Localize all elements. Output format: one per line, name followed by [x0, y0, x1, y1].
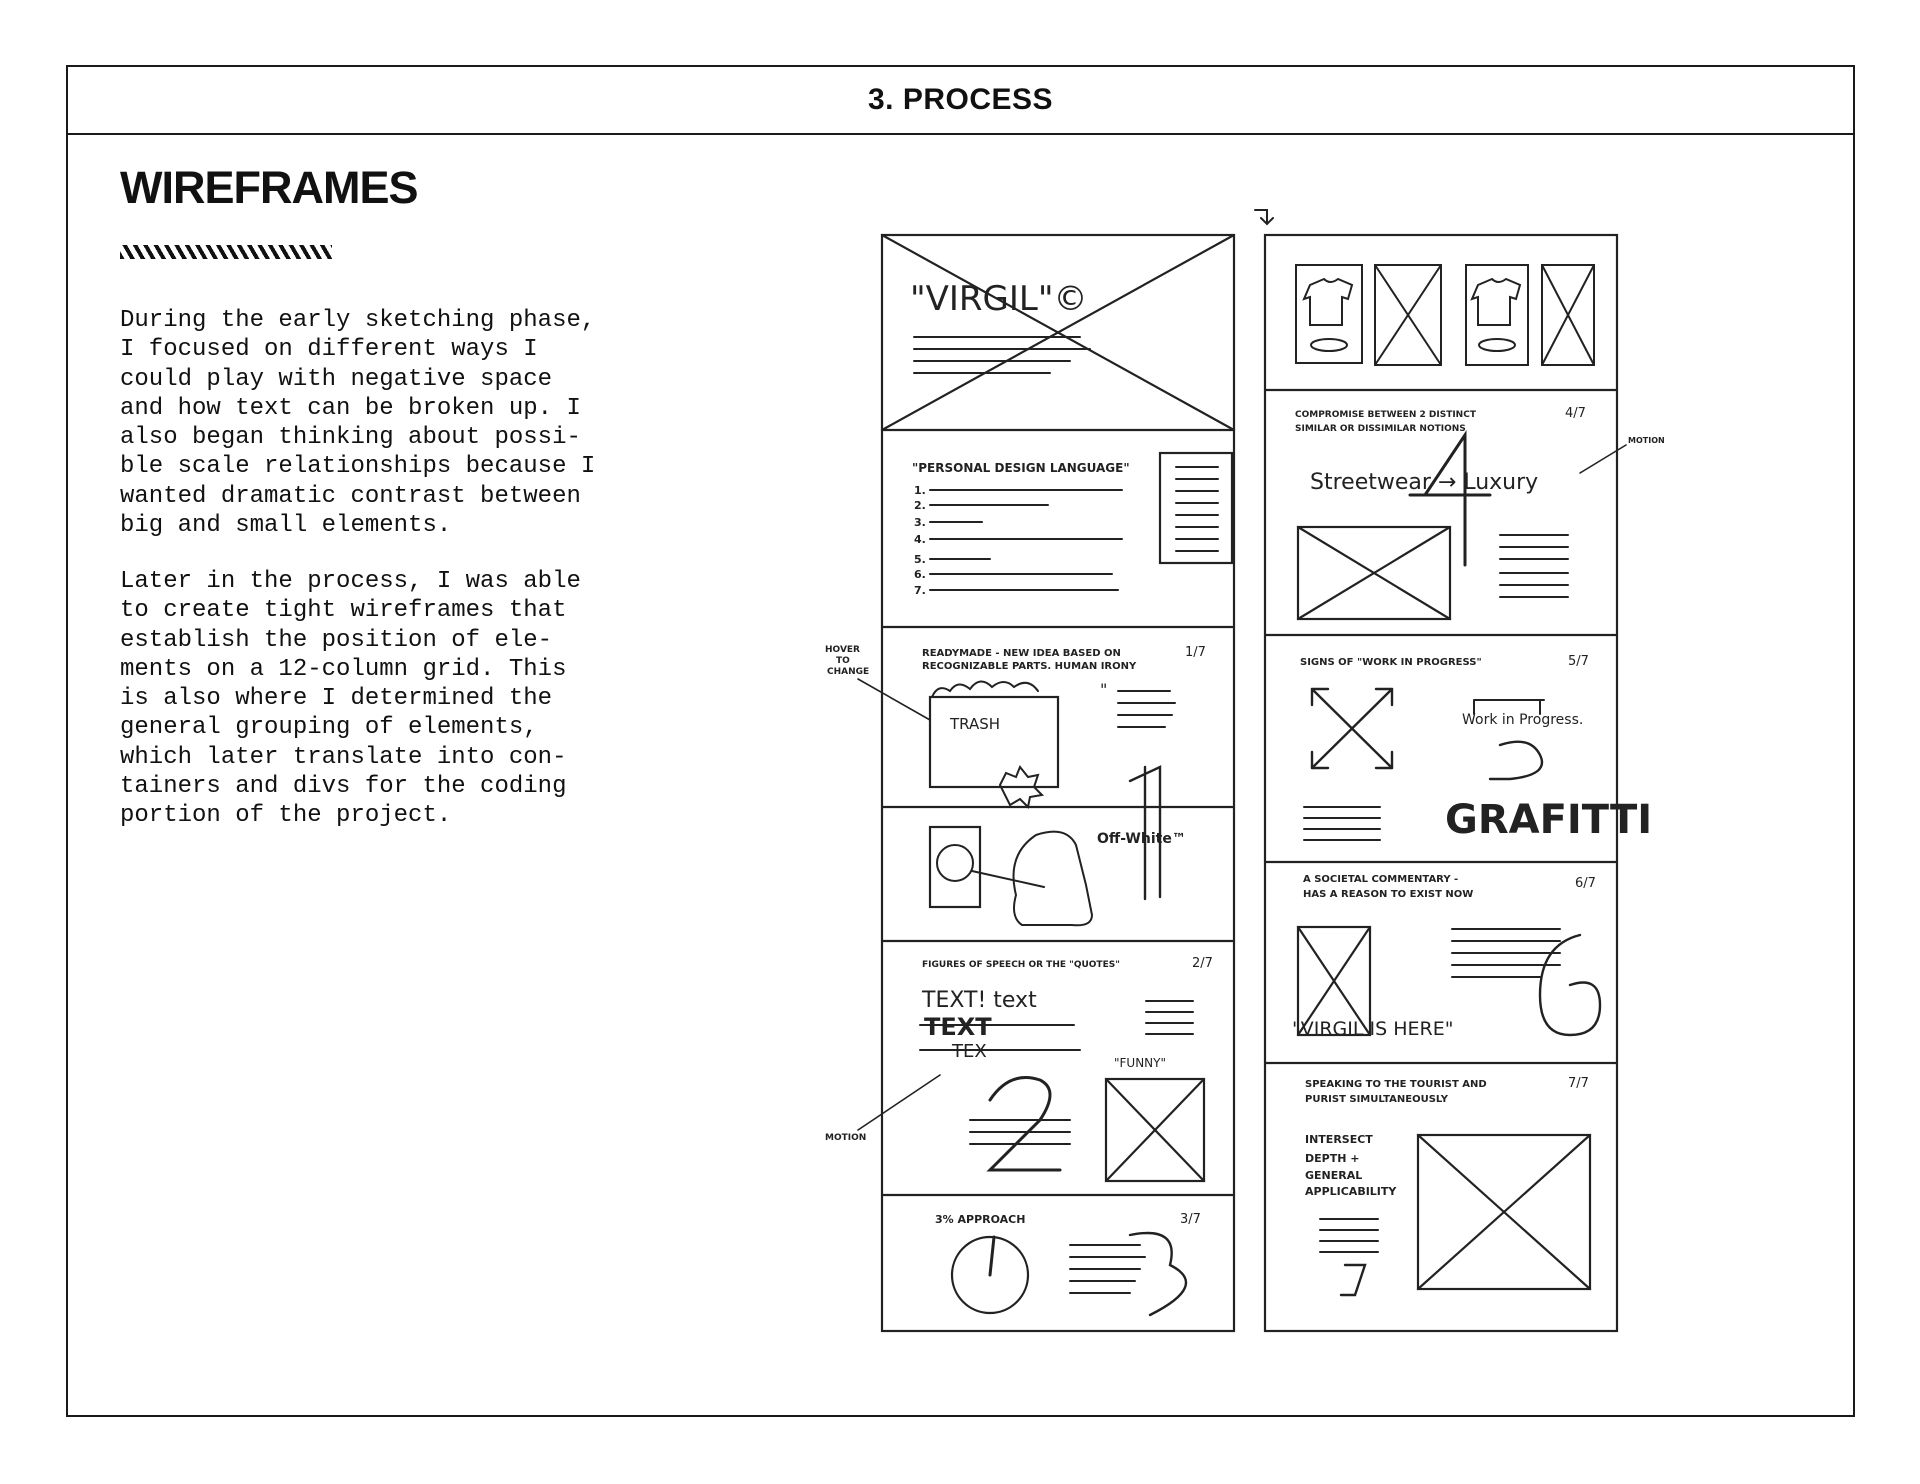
approach-title: 3% APPROACH: [935, 1213, 1026, 1226]
readymade-page: 1/7: [1185, 645, 1206, 660]
arrow-icon: [1255, 210, 1273, 224]
figures-title: FIGURES OF SPEECH OR THE "QUOTES": [922, 960, 1120, 970]
readymade-quote-lines: [1118, 691, 1175, 727]
wireframe-sketch: [800, 195, 1665, 1355]
figures-page: 2/7: [1192, 956, 1213, 971]
wip-label: Work in Progress.: [1462, 712, 1584, 728]
svg-text:2.: 2.: [914, 499, 926, 512]
tourist-subtitle: PURIST SIMULTANEOUSLY: [1305, 1094, 1448, 1105]
wireframe-sketch-svg: [800, 195, 1665, 1355]
process-paragraph: Later in the process, I was able to create tight wireframes that establish the position of ele- ments on a 12-column grid. This is also where I determined the general grouping of elements, which later translate into con- tainers and divs for the coding portion of the project.: [120, 568, 581, 830]
readymade-title: READYMADE - NEW IDEA BASED ON: [922, 648, 1121, 659]
wip-lines: [1304, 807, 1380, 840]
motion-annotation-right: MOTION: [1628, 436, 1665, 445]
compromise-title: COMPROMISE BETWEEN 2 DISTINCT: [1295, 410, 1476, 420]
numeral-five: [1490, 742, 1542, 779]
tourist-notes: [1305, 1133, 1397, 1198]
brand-label: Off-White™: [1097, 831, 1186, 847]
language-list: [914, 484, 926, 597]
quote-mark: ": [1100, 680, 1108, 699]
hatch-divider: [120, 245, 332, 259]
compromise-lines: [1500, 535, 1568, 597]
societal-subtitle: HAS A REASON TO EXIST NOW: [1303, 889, 1474, 900]
compromise-page: 4/7: [1565, 406, 1586, 421]
trash-cloud: [932, 681, 1038, 697]
sneaker-icon: [1014, 832, 1093, 926]
svg-text:3.: 3.: [914, 516, 926, 529]
wip-page: 5/7: [1568, 654, 1589, 669]
intro-paragraph: During the early sketching phase, I focused on different ways I could play with negative space and how text can be broken up. I also began thinking about possi- ble scale relationships because I wanted dramatic contrast between big and small elements.: [120, 307, 596, 540]
right-wireframe-column: [1265, 235, 1617, 1331]
section-title: 3. PROCESS: [867, 83, 1054, 116]
text-sample-3: TEX: [952, 1041, 987, 1062]
tourist-lines: [1320, 1219, 1378, 1252]
svg-text:4.: 4.: [914, 533, 926, 546]
hover-annotation: [825, 645, 869, 677]
trash-box: [930, 697, 1058, 787]
approach-lines: [1070, 1245, 1145, 1293]
svg-text:5.: 5.: [914, 553, 926, 566]
tourist-page: 7/7: [1568, 1076, 1589, 1091]
numeral-seven: [1341, 1265, 1365, 1295]
approach-page: 3/7: [1180, 1212, 1201, 1227]
hero-title: "VIRGIL"©: [910, 279, 1088, 319]
numeral-six: [1540, 935, 1600, 1035]
graffiti-label: GRAFITTI: [1445, 797, 1653, 843]
wip-title: SIGNS OF "WORK IN PROGRESS": [1300, 657, 1482, 668]
tourist-title: SPEAKING TO THE TOURIST AND: [1305, 1079, 1487, 1090]
compromise-subtitle: SIMILAR OR DISSIMILAR NOTIONS: [1295, 424, 1466, 434]
expand-icon: [1312, 689, 1392, 768]
svg-text:INTERSECT: INTERSECT: [1305, 1133, 1373, 1146]
virgil-here-label: "VIRGIL IS HERE": [1292, 1018, 1454, 1040]
product-row: [1296, 265, 1594, 365]
numeral-two: [990, 1078, 1060, 1171]
svg-text:HOVER: HOVER: [825, 645, 860, 655]
funny-label: "FUNNY": [1114, 1056, 1167, 1070]
trash-label: TRASH: [950, 715, 1001, 733]
societal-title: A SOCIETAL COMMENTARY -: [1303, 874, 1459, 885]
svg-text:APPLICABILITY: APPLICABILITY: [1305, 1185, 1397, 1198]
svg-text:1.: 1.: [914, 484, 926, 497]
page-title: WIREFRAMES: [120, 162, 418, 213]
clock-icon: [937, 845, 973, 881]
svg-text:7.: 7.: [914, 584, 926, 597]
svg-text:CHANGE: CHANGE: [827, 667, 870, 677]
section-header: [68, 67, 1853, 135]
svg-text:TO: TO: [836, 656, 850, 666]
language-title: "PERSONAL DESIGN LANGUAGE": [912, 461, 1130, 475]
text-sample-2: TEXT: [924, 1013, 992, 1041]
motion-annotation-left: MOTION: [825, 1133, 867, 1143]
streetwear-label: Streetwear → Luxury: [1310, 470, 1539, 495]
language-sidebar-lines: [1176, 467, 1218, 551]
figures-quote-lines: [1146, 1001, 1193, 1034]
svg-text:GENERAL: GENERAL: [1305, 1169, 1363, 1182]
societal-page: 6/7: [1575, 876, 1596, 891]
readymade-subtitle: RECOGNIZABLE PARTS. HUMAN IRONY: [922, 661, 1137, 672]
hero-text-lines: [914, 337, 1090, 373]
hero-placeholder: [882, 235, 1234, 430]
language-sidebar-box: [1160, 453, 1232, 563]
svg-text:6.: 6.: [914, 568, 926, 581]
svg-text:DEPTH +: DEPTH +: [1305, 1152, 1360, 1165]
language-lines: [930, 490, 1122, 590]
text-sample-1: TEXT! text: [922, 988, 1037, 1013]
